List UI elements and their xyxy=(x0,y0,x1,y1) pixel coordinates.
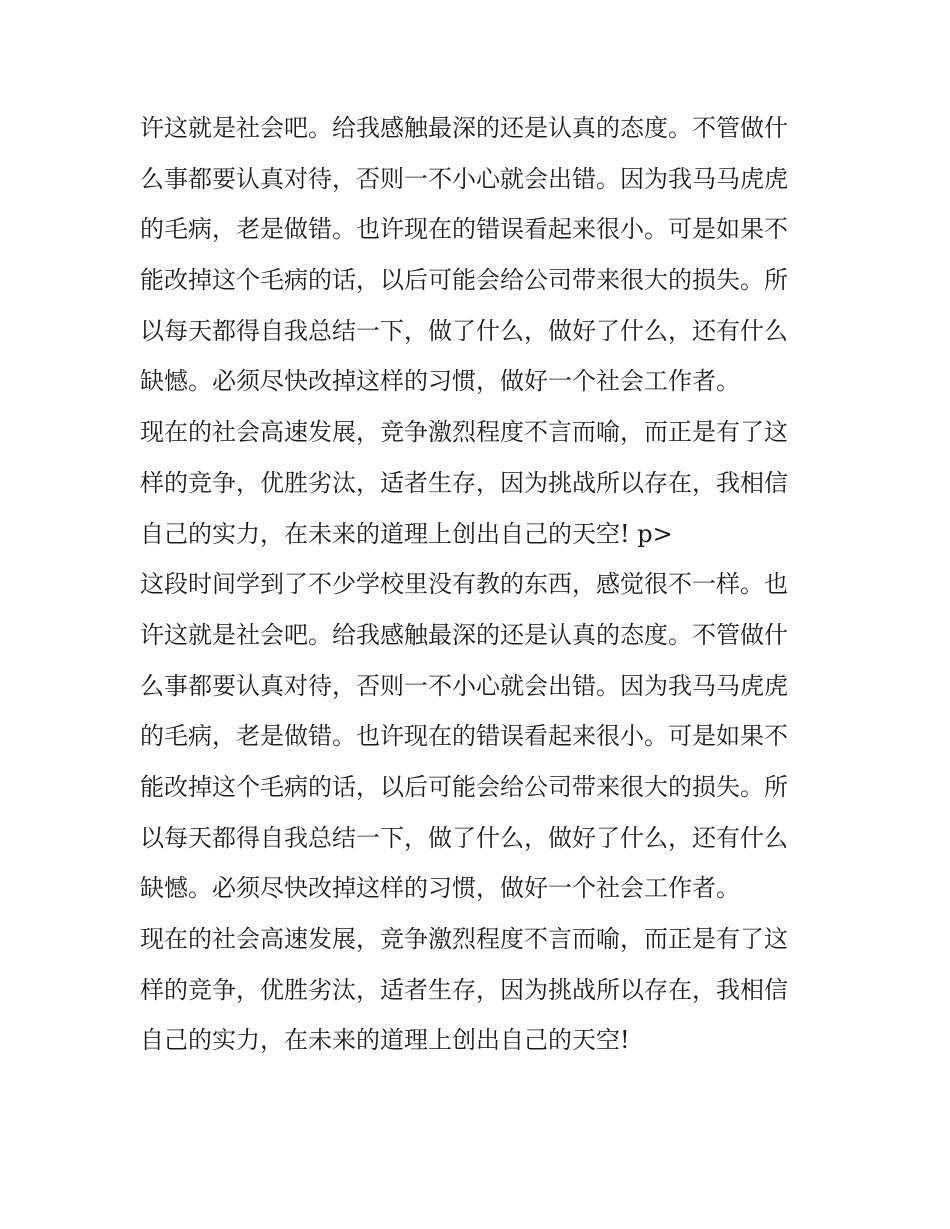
text-line: 缺憾。必须尽快改掉这样的习惯，做好一个社会工作者。 xyxy=(140,874,740,903)
text-line: 自己的实力，在未来的道理上创出自己的天空! xyxy=(140,1026,630,1055)
text-line: 许这就是社会吧。给我感触最深的还是认真的态度。不管做什 xyxy=(140,114,788,142)
text-line: 么事都要认真对待，否则一不小心就会出错。因为我马马虎虎 xyxy=(140,671,788,700)
text-line: 的毛病，老是做错。也许现在的错误看起来很小。可是如果不 xyxy=(140,722,788,751)
text-line: 以每天都得自我总结一下，做了什么，做好了什么，还有什么 xyxy=(140,823,788,852)
text-line: 样的竞争，优胜劣汰，适者生存，因为挑战所以存在，我相信 xyxy=(140,468,788,497)
text-line: 现在的社会高速发展，竞争激烈程度不言而喻，而正是有了这 xyxy=(140,925,788,953)
text-line: 以每天都得自我总结一下，做了什么，做好了什么，还有什么 xyxy=(140,316,788,345)
text-line: 现在的社会高速发展，竞争激烈程度不言而喻，而正是有了这 xyxy=(140,418,788,447)
text-line: 许这就是社会吧。给我感触最深的还是认真的态度。不管做什 xyxy=(140,620,788,649)
text-line: 么事都要认真对待，否则一不小心就会出错。因为我马马虎虎 xyxy=(140,164,788,193)
text-line: 样的竞争，优胜劣汰，适者生存，因为挑战所以存在，我相信 xyxy=(140,975,788,1004)
document-body xyxy=(140,103,812,1066)
text-line: 自己的实力，在未来的道理上创出自己的天空! p> xyxy=(140,519,673,548)
text-line: 能改掉这个毛病的话，以后可能会给公司带来很大的损失。所 xyxy=(140,266,788,295)
text-line: 的毛病，老是做错。也许现在的错误看起来很小。可是如果不 xyxy=(140,215,788,244)
text-line: 这段时间学到了不少学校里没有教的东西，感觉很不一样。也 xyxy=(140,570,788,599)
text-line: 缺憾。必须尽快改掉这样的习惯，做好一个社会工作者。 xyxy=(140,367,740,396)
text-line: 能改掉这个毛病的话，以后可能会给公司带来很大的损失。所 xyxy=(140,772,788,801)
